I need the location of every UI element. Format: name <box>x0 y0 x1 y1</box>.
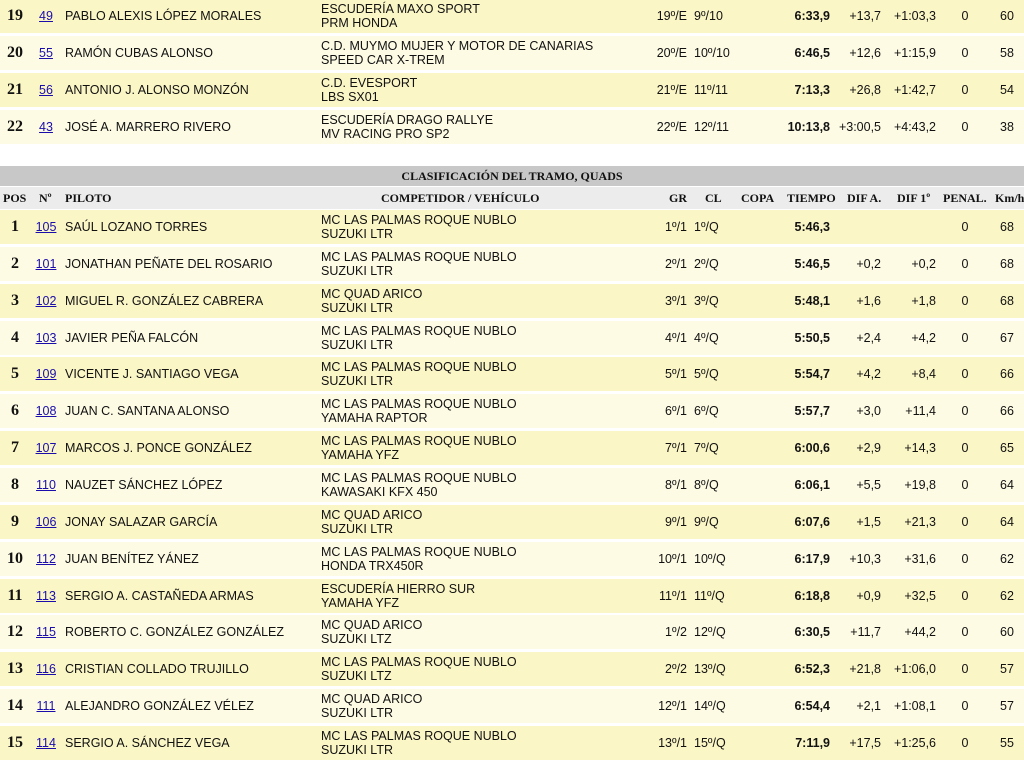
class-rank: 14º/Q <box>694 699 726 714</box>
header-kmh: Km/h <box>995 191 1024 205</box>
competitor-vehicle <box>321 692 591 720</box>
class-rank: 5º/Q <box>694 367 719 382</box>
average-speed: 68 <box>1000 293 1014 308</box>
class-rank: 9º/10 <box>694 9 723 23</box>
group-rank: 1º/1 <box>665 220 687 234</box>
diff-first: +1:08,1 <box>893 699 936 714</box>
group-rank: 12º/1 <box>658 699 687 714</box>
diff-previous: +21,8 <box>849 662 881 677</box>
competitor-vehicle <box>321 508 591 536</box>
driver-name: ROBERTO C. GONZÁLEZ GONZÁLEZ <box>65 625 285 640</box>
diff-first: +1:06,0 <box>893 662 936 677</box>
average-speed: 64 <box>1000 514 1014 529</box>
diff-previous: +11,7 <box>850 625 881 640</box>
diff-first: +8,4 <box>911 367 936 382</box>
average-speed: 62 <box>1000 551 1014 566</box>
diff-previous: +1,6 <box>856 293 881 308</box>
driver-name: CRISTIAN COLLADO TRUJILLO <box>65 662 249 677</box>
class-rank: 2º/Q <box>694 256 719 271</box>
table-row <box>0 321 1024 355</box>
table-row <box>0 726 1024 760</box>
competitor-vehicle <box>321 545 591 573</box>
average-speed: 66 <box>1000 367 1014 382</box>
stage-time: 10:13,8 <box>787 120 830 134</box>
diff-first: +31,6 <box>904 551 936 566</box>
position: 8 <box>11 475 19 493</box>
penalty: 0 <box>961 514 969 529</box>
header-dif-1: DIF 1º <box>897 191 931 205</box>
driver-name: SERGIO A. CASTAÑEDA ARMAS <box>65 588 254 603</box>
diff-previous: +2,1 <box>856 699 881 714</box>
diff-previous: +3:00,5 <box>838 120 881 134</box>
penalty: 0 <box>961 220 969 234</box>
vehicle-name: SUZUKI LTR <box>321 374 393 389</box>
car-number-link[interactable]: 113 <box>36 588 56 603</box>
car-number-cell <box>30 357 62 391</box>
table-row <box>0 431 1024 465</box>
car-number-cell <box>30 652 62 686</box>
diff-previous: +0,2 <box>856 256 881 271</box>
table-header <box>0 187 1024 209</box>
competitor-vehicle <box>321 582 591 610</box>
car-number-cell <box>30 394 62 428</box>
driver-name: JUAN BENÍTEZ YÁNEZ <box>65 551 199 566</box>
diff-first: +1,8 <box>911 293 936 308</box>
competitor-name: ESCUDERÍA MAXO SPORT <box>321 2 480 16</box>
competitor-name: MC QUAD ARICO <box>321 692 423 707</box>
diff-previous: +1,5 <box>856 514 881 529</box>
position: 6 <box>11 402 19 420</box>
car-number-link[interactable]: 110 <box>36 477 56 492</box>
car-number-link[interactable]: 106 <box>35 514 57 529</box>
average-speed: 65 <box>1000 441 1014 456</box>
stage-time: 6:18,8 <box>794 588 830 603</box>
driver-name: ANTONIO J. ALONSO MONZÓN <box>65 83 249 97</box>
class-rank: 6º/Q <box>694 404 719 419</box>
diff-previous: +2,4 <box>856 330 881 345</box>
penalty: 0 <box>961 256 969 271</box>
car-number-cell <box>30 468 62 502</box>
position: 15 <box>7 733 23 751</box>
table-row <box>0 394 1024 428</box>
table-row <box>0 689 1024 723</box>
car-number-cell <box>30 321 62 355</box>
position: 11 <box>7 586 23 604</box>
vehicle-name: HONDA TRX450R <box>321 558 424 573</box>
diff-first: +19,8 <box>904 477 936 492</box>
header-copa: COPA <box>741 191 775 205</box>
average-speed: 62 <box>1000 588 1014 603</box>
position: 5 <box>11 365 19 383</box>
stage-time: 7:13,3 <box>794 83 830 97</box>
group-rank: 1º/2 <box>665 625 687 640</box>
diff-previous: +0,9 <box>856 588 881 603</box>
driver-name: JONATHAN PEÑATE DEL ROSARIO <box>65 256 273 271</box>
competitor-name: MC QUAD ARICO <box>321 286 423 301</box>
table-row <box>0 210 1024 244</box>
vehicle-name: MV RACING PRO SP2 <box>321 127 450 141</box>
stage-time: 5:50,5 <box>794 330 830 345</box>
position: 14 <box>7 697 23 715</box>
diff-first: +4:43,2 <box>893 120 936 134</box>
stage-time: 5:46,5 <box>794 256 830 271</box>
penalty: 0 <box>961 588 969 603</box>
penalty: 0 <box>961 367 969 382</box>
position: 2 <box>11 254 19 272</box>
group-rank: 11º/1 <box>659 588 687 603</box>
driver-name: RAMÓN CUBAS ALONSO <box>65 46 213 60</box>
vehicle-name: YAMAHA RAPTOR <box>321 411 428 426</box>
table-row <box>0 652 1024 686</box>
competitor-name: MC LAS PALMAS ROQUE NUBLO <box>321 655 517 670</box>
competitor-name: MC LAS PALMAS ROQUE NUBLO <box>321 213 517 227</box>
competitor-name: MC LAS PALMAS ROQUE NUBLO <box>321 470 517 485</box>
diff-previous: +10,3 <box>849 551 881 566</box>
driver-name: JUAN C. SANTANA ALONSO <box>65 404 230 419</box>
table-row <box>0 615 1024 649</box>
average-speed: 60 <box>1000 9 1014 23</box>
diff-first: +0,2 <box>911 256 936 271</box>
stage-time: 6:06,1 <box>794 477 830 492</box>
stage-time: 5:46,3 <box>794 220 830 234</box>
car-number-link[interactable]: 115 <box>36 625 56 640</box>
diff-first: +14,3 <box>904 441 936 456</box>
group-rank: 4º/1 <box>665 330 687 345</box>
group-rank: 2º/2 <box>665 662 687 677</box>
diff-previous: +12,6 <box>849 46 881 60</box>
average-speed: 58 <box>1000 46 1014 60</box>
stage-time: 6:00,6 <box>794 441 830 456</box>
competitor-name: C.D. MUYMO MUJER Y MOTOR DE CANARIAS <box>321 39 594 53</box>
class-rank: 3º/Q <box>694 293 719 308</box>
car-number-cell <box>30 505 62 539</box>
competitor-vehicle <box>321 655 591 683</box>
penalty: 0 <box>961 9 969 23</box>
car-number-link[interactable]: 103 <box>35 330 57 345</box>
group-rank: 20º/E <box>656 46 687 60</box>
average-speed: 55 <box>1000 735 1014 750</box>
competitor-name: MC LAS PALMAS ROQUE NUBLO <box>321 249 517 264</box>
car-number-cell <box>30 615 62 649</box>
competitor-vehicle <box>321 213 591 241</box>
car-number-cell <box>30 210 62 244</box>
vehicle-name: SUZUKI LTR <box>321 521 393 536</box>
table-row <box>0 0 1024 33</box>
car-number-link[interactable]: 109 <box>35 367 57 382</box>
table-row <box>0 505 1024 539</box>
driver-name: VICENTE J. SANTIAGO VEGA <box>65 367 239 382</box>
penalty: 0 <box>961 625 969 640</box>
average-speed: 57 <box>1000 699 1014 714</box>
penalty: 0 <box>961 293 969 308</box>
diff-first: +1:03,3 <box>893 9 936 23</box>
vehicle-name: SUZUKI LTZ <box>321 669 392 684</box>
header-cl: CL <box>705 191 722 205</box>
driver-name: MIGUEL R. GONZÁLEZ CABRERA <box>65 293 264 308</box>
penalty: 0 <box>961 330 969 345</box>
competitor-name: MC LAS PALMAS ROQUE NUBLO <box>321 360 517 375</box>
driver-name: MARCOS J. PONCE GONZÁLEZ <box>65 441 252 456</box>
diff-first: +11,4 <box>905 404 936 419</box>
diff-previous: +2,9 <box>856 441 881 456</box>
car-number-cell <box>30 247 62 281</box>
average-speed: 57 <box>1000 662 1014 677</box>
position: 13 <box>7 660 23 678</box>
average-speed: 64 <box>1000 477 1014 492</box>
stage-time: 6:33,9 <box>794 9 830 23</box>
competitor-name: ESCUDERÍA HIERRO SUR <box>321 581 476 596</box>
table-row <box>0 110 1024 144</box>
car-number-cell <box>30 689 62 723</box>
competitor-vehicle <box>321 618 591 646</box>
vehicle-name: KAWASAKI KFX 450 <box>321 484 438 499</box>
header-competidor: COMPETIDOR / VEHÍCULO <box>381 191 540 205</box>
vehicle-name: SUZUKI LTR <box>321 227 393 241</box>
vehicle-name: SPEED CAR X-TREM <box>321 53 445 67</box>
section-title: CLASIFICACIÓN DEL TRAMO, QUADS <box>0 166 1024 186</box>
competitor-vehicle <box>321 250 591 278</box>
average-speed: 60 <box>1000 625 1014 640</box>
group-rank: 19º/E <box>656 9 687 23</box>
class-rank: 11º/11 <box>694 83 728 97</box>
stage-time: 6:17,9 <box>794 551 830 566</box>
group-rank: 10º/1 <box>658 551 687 566</box>
group-rank: 7º/1 <box>665 441 687 456</box>
car-number-link[interactable]: 108 <box>35 404 57 419</box>
penalty: 0 <box>961 662 969 677</box>
car-number-cell <box>30 284 62 318</box>
diff-previous: +13,7 <box>849 9 881 23</box>
competitor-name: MC QUAD ARICO <box>321 507 423 522</box>
driver-name: SAÚL LOZANO TORRES <box>65 220 208 234</box>
vehicle-name: LBS SX01 <box>321 90 379 104</box>
car-number-link[interactable]: 112 <box>36 551 56 566</box>
position: 21 <box>7 81 23 98</box>
diff-first: +4,2 <box>911 330 936 345</box>
header-dif-a: DIF A. <box>847 191 882 205</box>
competitor-name: MC LAS PALMAS ROQUE NUBLO <box>321 434 517 449</box>
driver-name: NAUZET SÁNCHEZ LÓPEZ <box>65 477 223 492</box>
competitor-vehicle <box>321 324 591 352</box>
competitor-vehicle <box>321 360 591 388</box>
class-rank: 12º/11 <box>694 120 729 134</box>
average-speed: 54 <box>1000 83 1014 97</box>
car-number-link[interactable]: 111 <box>36 699 56 714</box>
vehicle-name: SUZUKI LTR <box>321 300 393 315</box>
competitor-name: MC LAS PALMAS ROQUE NUBLO <box>321 397 517 412</box>
competitor-name: MC LAS PALMAS ROQUE NUBLO <box>321 544 517 559</box>
class-rank: 15º/Q <box>694 735 726 750</box>
header-gr: GR <box>669 191 687 205</box>
class-rank: 12º/Q <box>694 625 726 640</box>
average-speed: 66 <box>1000 404 1014 419</box>
car-number-link[interactable]: 102 <box>35 293 57 308</box>
class-rank: 9º/Q <box>694 514 719 529</box>
table-row <box>0 357 1024 391</box>
competitor-name: C.D. EVESPORT <box>321 76 418 90</box>
diff-first: +1:15,9 <box>893 46 936 60</box>
diff-first: +1:25,6 <box>893 735 936 750</box>
header-piloto: PILOTO <box>65 191 112 205</box>
average-speed: 38 <box>1000 120 1014 134</box>
stage-time: 7:11,9 <box>795 735 830 750</box>
stage-time: 5:57,7 <box>794 404 830 419</box>
group-rank: 13º/1 <box>658 735 687 750</box>
vehicle-name: SUZUKI LTR <box>321 706 393 721</box>
stage-time: 6:54,4 <box>794 699 830 714</box>
competitor-name: MC QUAD ARICO <box>321 618 423 633</box>
diff-first: +21,3 <box>904 514 936 529</box>
position: 9 <box>11 512 19 530</box>
group-rank: 3º/1 <box>665 293 687 308</box>
average-speed: 68 <box>1000 256 1014 271</box>
penalty: 0 <box>961 83 969 97</box>
position: 10 <box>7 549 23 567</box>
class-rank: 8º/Q <box>694 477 719 492</box>
competitor-vehicle <box>321 39 594 67</box>
header-pos: POS <box>3 191 27 205</box>
car-number-cell <box>30 110 62 144</box>
position: 12 <box>7 623 23 641</box>
class-rank: 10º/10 <box>694 46 730 60</box>
position: 7 <box>11 439 19 457</box>
vehicle-name: YAMAHA YFZ <box>321 448 400 463</box>
class-rank: 11º/Q <box>694 588 725 603</box>
competitor-vehicle <box>321 76 591 104</box>
penalty: 0 <box>961 699 969 714</box>
car-number-link[interactable]: 105 <box>35 220 57 234</box>
table-row <box>0 579 1024 613</box>
vehicle-name: YAMAHA YFZ <box>321 595 400 610</box>
competitor-vehicle <box>321 2 591 30</box>
header-tiempo: TIEMPO <box>787 191 836 205</box>
competitor-vehicle <box>321 434 591 462</box>
group-rank: 5º/1 <box>665 367 687 382</box>
diff-first: +1:42,7 <box>893 83 936 97</box>
table-row <box>0 73 1024 107</box>
group-rank: 21º/E <box>656 83 687 97</box>
stage-time: 5:54,7 <box>794 367 830 382</box>
car-number-cell <box>30 73 62 107</box>
penalty: 0 <box>961 120 969 134</box>
penalty: 0 <box>961 551 969 566</box>
header-penal: PENAL. <box>943 191 987 205</box>
diff-previous: +3,0 <box>856 404 881 419</box>
diff-previous: +5,5 <box>856 477 881 492</box>
diff-first: +44,2 <box>904 625 936 640</box>
competitor-vehicle <box>321 729 591 757</box>
stage-time: 6:52,3 <box>794 662 830 677</box>
driver-name: JAVIER PEÑA FALCÓN <box>65 330 199 345</box>
competitor-vehicle <box>321 471 591 499</box>
diff-previous: +17,5 <box>849 735 881 750</box>
car-number-link[interactable]: 114 <box>36 735 56 750</box>
driver-name: JOSÉ A. MARRERO RIVERO <box>65 120 232 134</box>
driver-name: ALEJANDRO GONZÁLEZ VÉLEZ <box>65 699 254 714</box>
vehicle-name: SUZUKI LTR <box>321 263 393 278</box>
competitor-name: ESCUDERÍA DRAGO RALLYE <box>321 113 494 127</box>
penalty: 0 <box>961 441 969 456</box>
diff-previous: +26,8 <box>849 83 881 97</box>
car-number-link[interactable]: 101 <box>35 256 57 271</box>
group-rank: 9º/1 <box>665 514 687 529</box>
group-rank: 2º/1 <box>665 256 687 271</box>
car-number-link[interactable]: 116 <box>36 662 56 677</box>
car-number-cell <box>30 726 62 760</box>
group-rank: 22º/E <box>656 120 687 134</box>
driver-name: PABLO ALEXIS LÓPEZ MORALES <box>65 9 262 23</box>
table-row <box>0 247 1024 281</box>
competitor-name: MC LAS PALMAS ROQUE NUBLO <box>321 323 517 338</box>
vehicle-name: SUZUKI LTR <box>321 337 393 352</box>
driver-name: JONAY SALAZAR GARCÍA <box>65 514 218 529</box>
stage-time: 6:30,5 <box>794 625 830 640</box>
car-number-link[interactable]: 55 <box>39 46 53 60</box>
competitor-vehicle <box>321 397 591 425</box>
group-rank: 8º/1 <box>665 477 687 492</box>
vehicle-name: SUZUKI LTR <box>321 742 393 757</box>
car-number-link[interactable]: 43 <box>39 120 53 134</box>
car-number-cell <box>30 542 62 576</box>
table-row <box>0 284 1024 318</box>
table-row <box>0 542 1024 576</box>
competitor-name: MC LAS PALMAS ROQUE NUBLO <box>321 728 517 743</box>
diff-first: +32,5 <box>904 588 936 603</box>
class-rank: 10º/Q <box>694 551 726 566</box>
car-number-cell <box>30 0 62 33</box>
class-rank: 4º/Q <box>694 330 719 345</box>
car-number-cell <box>30 36 62 70</box>
vehicle-name: PRM HONDA <box>321 16 398 30</box>
table-row <box>0 468 1024 502</box>
class-rank: 7º/Q <box>694 441 719 456</box>
car-number-cell <box>30 579 62 613</box>
penalty: 0 <box>961 477 969 492</box>
position: 19 <box>7 7 23 24</box>
position: 1 <box>11 218 19 235</box>
group-rank: 6º/1 <box>665 404 687 419</box>
position: 22 <box>7 118 23 135</box>
position: 4 <box>11 328 19 346</box>
penalty: 0 <box>961 404 969 419</box>
driver-name: SERGIO A. SÁNCHEZ VEGA <box>65 735 230 750</box>
stage-time: 6:07,6 <box>794 514 830 529</box>
car-number-cell <box>30 431 62 465</box>
class-rank: 13º/Q <box>694 662 726 677</box>
position: 20 <box>7 44 23 61</box>
average-speed: 67 <box>1000 330 1014 345</box>
competitor-vehicle <box>321 287 591 315</box>
stage-time: 6:46,5 <box>794 46 830 60</box>
car-number-link[interactable]: 49 <box>39 9 53 23</box>
car-number-link[interactable]: 107 <box>35 441 57 456</box>
stage-time: 5:48,1 <box>794 293 830 308</box>
vehicle-name: SUZUKI LTZ <box>321 632 392 647</box>
penalty: 0 <box>961 735 969 750</box>
penalty: 0 <box>961 46 969 60</box>
header-num: Nº <box>39 191 52 205</box>
diff-previous: +4,2 <box>856 367 881 382</box>
position: 3 <box>11 291 19 309</box>
table-row <box>0 36 1024 70</box>
competitor-vehicle <box>321 113 591 141</box>
car-number-link[interactable]: 56 <box>39 83 53 97</box>
average-speed: 68 <box>1000 220 1014 234</box>
class-rank: 1º/Q <box>694 220 719 234</box>
